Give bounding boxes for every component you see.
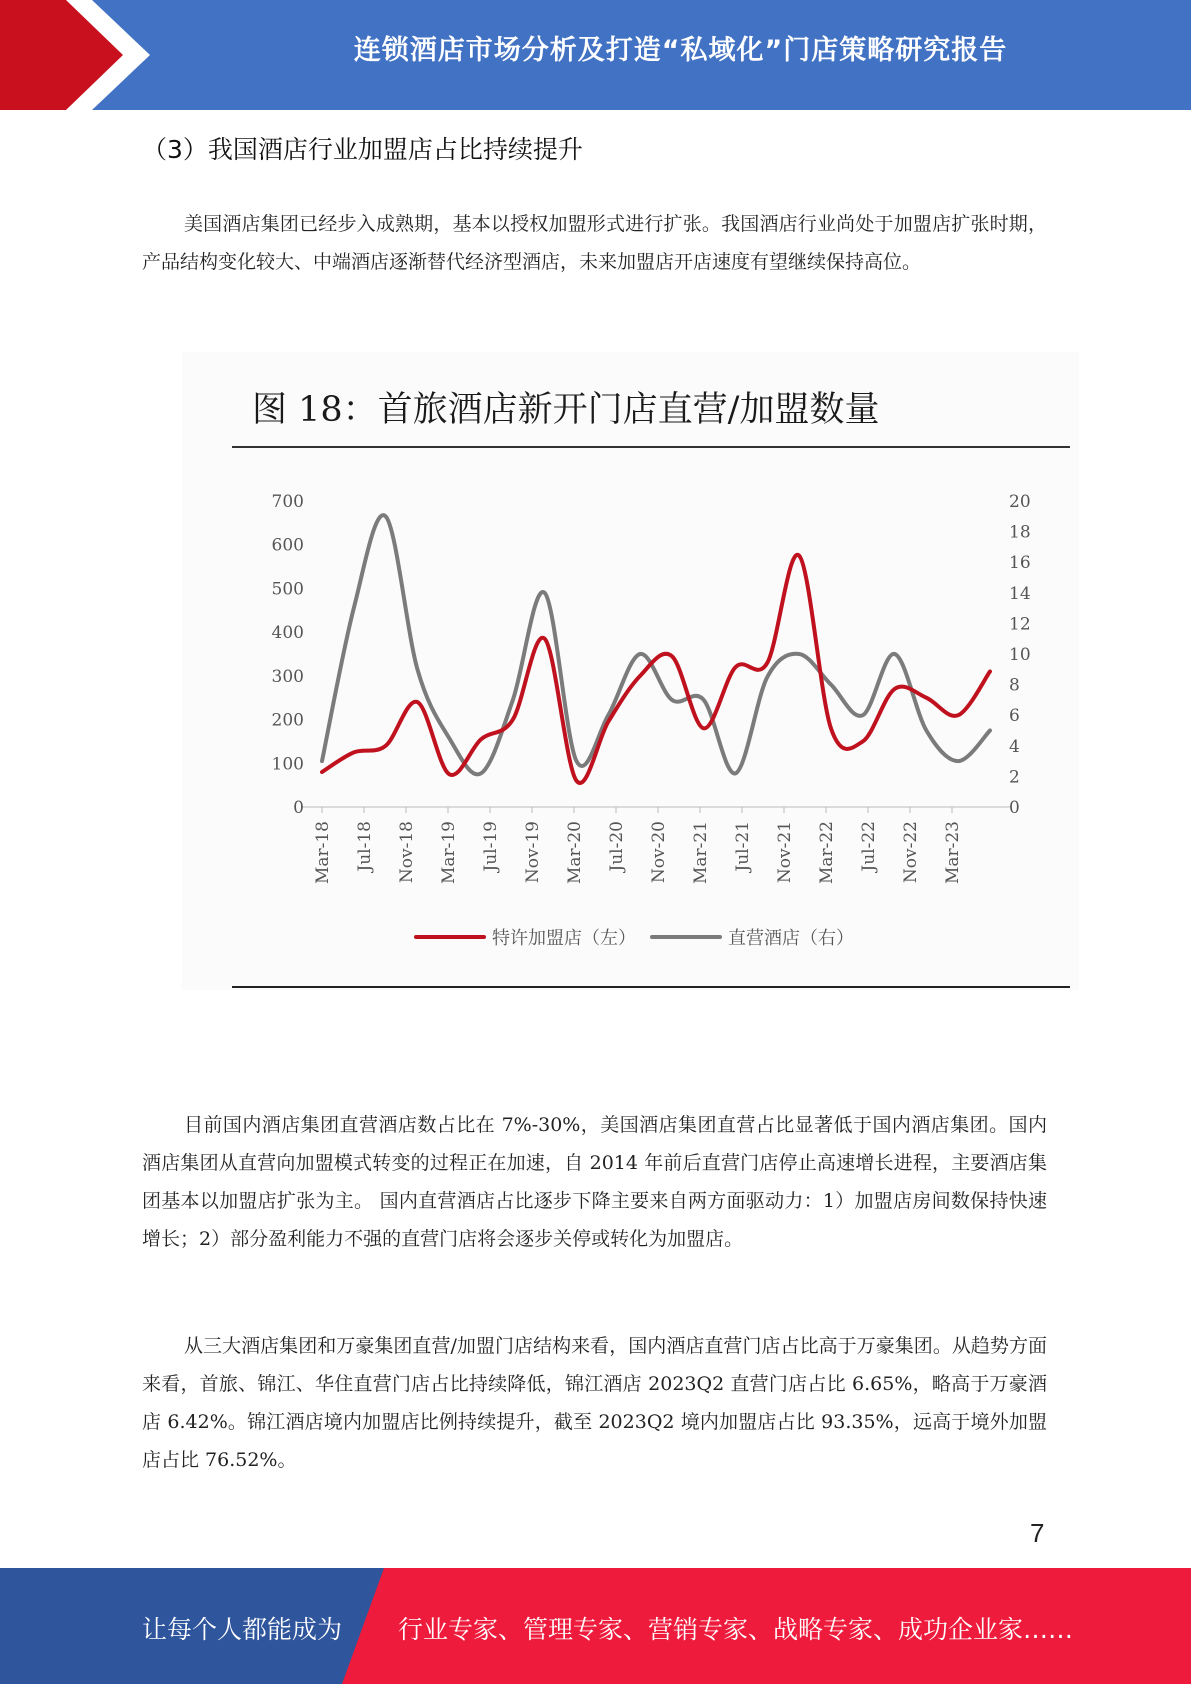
report-header [0,0,1191,110]
page-number: 7 [1030,1518,1045,1548]
figure-18 [182,352,1079,990]
footer-slogan-right: 行业专家、管理专家、营销专家、战略专家、成功企业家…… [398,1615,1074,1644]
x-tick-label: Mar-20 [565,821,585,885]
y-left-tick-label: 500 [271,579,304,600]
figure-bottom-rule [232,986,1070,988]
x-tick-label: Jul-18 [355,821,375,872]
y-left-tick-label: 600 [271,535,304,556]
y-right-tick-label: 0 [1009,798,1020,818]
y-right-tick-label: 10 [1009,645,1031,665]
x-tick-label: Mar-21 [691,821,711,885]
y-left-tick-label: 700 [271,492,304,512]
y-left-tick-label: 400 [271,623,304,644]
y-left-tick-label: 0 [293,798,304,818]
x-tick-label: Mar-22 [817,821,837,885]
x-tick-label: Jul-20 [607,821,627,872]
header-arrow-decoration [0,0,160,110]
y-right-tick-label: 2 [1009,767,1020,788]
x-tick-label: Mar-19 [439,821,459,885]
x-tick-label: Nov-21 [775,821,795,884]
x-tick-label: Jul-21 [733,821,753,872]
footer-banner [0,1568,1191,1684]
y-right-tick-label: 18 [1009,522,1031,543]
y-right-tick-label: 12 [1009,614,1031,635]
section-heading: （3）我国酒店行业加盟店占比持续提升 [142,135,583,164]
x-tick-label: Mar-18 [313,821,333,885]
legend-label-franchise: 特许加盟店（左） [492,928,636,949]
line-chart [182,352,1079,912]
x-tick-label: Nov-18 [397,821,417,884]
footer-slogan-left: 让每个人都能成为 [142,1615,343,1644]
x-tick-label: Jul-19 [481,821,501,872]
y-right-tick-label: 4 [1009,736,1020,757]
legend-swatch-franchise [414,935,486,939]
series-line-direct [322,515,990,774]
paragraph-intro: 美国酒店集团已经步入成熟期，基本以授权加盟形式进行扩张。我国酒店行业尚处于加盟店扩张时期，产品结构变化较大、中端酒店逐渐替代经济型酒店，未来加盟店开店速度有望继续保持高位。 [142,213,1047,273]
legend-item-direct [650,924,854,950]
y-left-tick-label: 200 [271,710,304,731]
y-right-tick-label: 14 [1009,583,1031,604]
legend-item-franchise [414,924,636,950]
y-left-tick-label: 100 [271,754,304,775]
figure-title: 图 18：首旅酒店新开门店直营/加盟数量 [252,390,880,430]
legend-swatch-direct [650,935,722,939]
x-tick-label: Mar-23 [943,821,963,885]
paragraph-direct-ratio: 目前国内酒店集团直营酒店数占比在 7%-30%，美国酒店集团直营占比显著低于国内酒店集团。国内酒店集团从直营向加盟模式转变的过程正在加速，自 2014 年前后直营门店停止高速增长进程，主要酒店集团基本以加盟店扩张为主。 国内直营酒店占比逐步下降主要来自两方面驱动力：1）加盟店房间数保持快速增长；2）部分盈利能力不强的直营门店将会逐步关停或转化为加盟店。 [142,1114,1047,1250]
x-tick-label: Nov-22 [901,821,921,884]
paragraph-group-structure: 从三大酒店集团和万豪集团直营/加盟门店结构来看，国内酒店直营门店占比高于万豪集团。从趋势方面来看，首旅、锦江、华住直营门店占比持续降低，锦江酒店 2023Q2 直营门店占比 6.65%，略高于万豪酒店 6.42%。锦江酒店境内加盟店比例持续提升，截至 2023Q2 境内加盟店占比 93.35%，远高于境外加盟店占比 76.52%。 [142,1335,1047,1471]
y-right-tick-label: 16 [1009,553,1031,574]
y-left-tick-label: 300 [271,666,304,687]
x-tick-label: Nov-20 [649,821,669,884]
legend-label-direct: 直营酒店（右） [728,928,854,949]
y-right-tick-label: 8 [1009,675,1020,696]
y-right-tick-label: 6 [1009,706,1020,727]
chart-legend [414,922,868,952]
report-title: 连锁酒店市场分析及打造“私域化”门店策略研究报告 [353,35,1008,66]
y-right-tick-label: 20 [1009,492,1031,512]
x-tick-label: Nov-19 [523,821,543,884]
x-tick-label: Jul-22 [859,821,879,872]
